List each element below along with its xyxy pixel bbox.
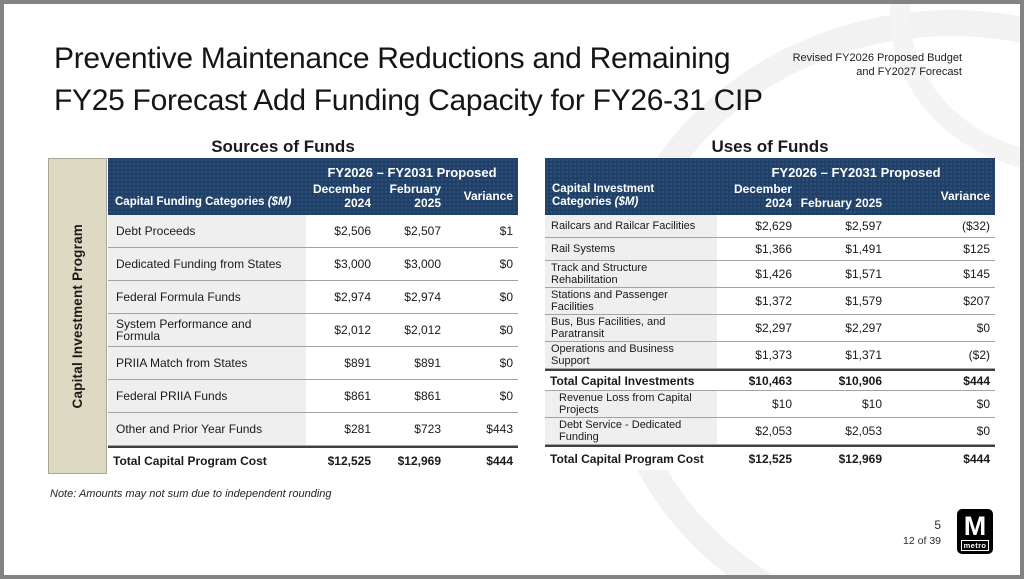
row-dec-value: $2,012: [334, 323, 371, 337]
row-dec-value: $861: [344, 389, 371, 403]
row-var-value: ($2): [968, 348, 990, 362]
rounding-footnote: Note: Amounts may not sum due to independent rounding: [50, 488, 332, 500]
row-feb-value: $2,974: [404, 290, 441, 304]
span-header: FY2026 – FY2031 Proposed: [327, 165, 497, 180]
row-dec-value: $2,629: [755, 219, 792, 233]
row-feb-value: $1,571: [845, 267, 882, 281]
row-category: Dedicated Funding from States: [108, 248, 306, 280]
column-header-february: February 2025: [800, 196, 882, 210]
row-feb-value: $2,012: [404, 323, 441, 337]
row-var-value: $0: [499, 290, 513, 304]
metro-logo-label: metro: [961, 540, 990, 551]
table-row: [108, 314, 518, 347]
page-title-line1: Preventive Maintenance Reductions and Remaining: [54, 42, 731, 75]
table-row: [545, 238, 995, 261]
row-var-value: $0: [976, 397, 990, 411]
row-var-value: $444: [963, 451, 990, 466]
row-var-value: $0: [976, 321, 990, 335]
row-feb-value: $1,371: [845, 348, 882, 362]
row-feb-value: $861: [414, 389, 441, 403]
category-column-header: Capital Funding Categories ($M): [115, 196, 292, 208]
row-dec-value: $2,053: [755, 424, 792, 438]
row-category: Revenue Loss from Capital Projects: [545, 391, 717, 417]
row-feb-value: $3,000: [404, 257, 441, 271]
row-var-value: $444: [963, 373, 990, 388]
row-feb-value: $2,053: [845, 424, 882, 438]
row-feb-value: $2,597: [845, 219, 882, 233]
table-row: [108, 413, 518, 446]
row-dec-value: $1,426: [755, 267, 792, 281]
table-row: [108, 281, 518, 314]
row-dec-value: $891: [344, 356, 371, 370]
row-feb-value: $1,579: [845, 294, 882, 308]
row-dec-value: $2,297: [755, 321, 792, 335]
page-indicator: [903, 518, 941, 547]
table-row: [545, 315, 995, 342]
row-var-value: $444: [486, 454, 513, 468]
row-category: Total Capital Investments: [545, 371, 717, 390]
column-header-variance: Variance: [940, 189, 990, 203]
row-category: Rail Systems: [545, 238, 717, 260]
table-row: [545, 261, 995, 288]
row-dec-value: $3,000: [334, 257, 371, 271]
row-var-value: $0: [976, 424, 990, 438]
row-category: Stations and Passenger Facilities: [545, 288, 717, 314]
row-category: Debt Service - Dedicated Funding: [545, 418, 717, 444]
row-category: PRIIA Match from States: [108, 347, 306, 379]
row-dec-value: $2,974: [334, 290, 371, 304]
sources-table-title: Sources of Funds: [211, 137, 355, 156]
row-feb-value: $2,297: [845, 321, 882, 335]
table-row: [108, 215, 518, 248]
row-dec-value: $1,366: [755, 242, 792, 256]
row-category: Total Capital Program Cost: [108, 448, 306, 474]
row-var-value: $0: [499, 356, 513, 370]
header-note: [793, 51, 962, 79]
table-row: [108, 380, 518, 413]
table-row: [545, 288, 995, 315]
row-var-value: $1: [499, 224, 513, 238]
row-dec-value: $2,506: [334, 224, 371, 238]
row-category: Bus, Bus Facilities, and Paratransit: [545, 315, 717, 341]
table-row: [545, 342, 995, 369]
total-row: [545, 445, 995, 470]
table-row: [545, 391, 995, 418]
row-feb-value: $10: [861, 397, 882, 411]
row-var-value: $443: [486, 422, 513, 436]
row-feb-value: $891: [414, 356, 441, 370]
column-header-variance: Variance: [463, 189, 513, 203]
row-var-value: $0: [499, 257, 513, 271]
header-note-line2: and FY2027 Forecast: [856, 66, 962, 78]
row-feb-value: $723: [414, 422, 441, 436]
page-title: [54, 38, 763, 122]
row-var-value: $0: [499, 323, 513, 337]
row-feb-value: $10,906: [838, 373, 882, 388]
row-dec-value: $1,372: [755, 294, 792, 308]
page-number: 5: [934, 518, 941, 532]
column-header-december: December 2024: [733, 182, 792, 210]
header-note-line1: Revised FY2026 Proposed Budget: [792, 52, 962, 64]
row-var-value: ($32): [961, 219, 990, 233]
row-category: Other and Prior Year Funds: [108, 413, 306, 445]
row-dec-value: $1,373: [755, 348, 792, 362]
row-category: System Performance and Formula: [108, 314, 306, 346]
page-title-line2: FY25 Forecast Add Funding Capacity for FY26-31 CIP: [54, 84, 763, 117]
row-dec-value: $12,525: [327, 454, 371, 468]
subtotal-row: [545, 369, 995, 391]
row-feb-value: $12,969: [397, 454, 441, 468]
category-column-header: Capital Investment Categories ($M): [552, 183, 655, 208]
table-row: [545, 215, 995, 238]
row-category: Total Capital Program Cost: [545, 447, 717, 470]
row-dec-value: $10: [771, 397, 792, 411]
row-feb-value: $2,507: [404, 224, 441, 238]
uses-table-header: [545, 158, 995, 215]
row-var-value: $145: [963, 267, 990, 281]
span-header: FY2026 – FY2031 Proposed: [771, 165, 941, 180]
column-header-february: February 2025: [389, 182, 441, 210]
uses-of-funds-table: [545, 158, 995, 470]
table-row: [108, 347, 518, 380]
row-var-value: $125: [963, 242, 990, 256]
sidebar-label: Capital Investment Program: [70, 223, 85, 409]
row-category: Federal PRIIA Funds: [108, 380, 306, 412]
row-feb-value: $12,969: [838, 451, 882, 466]
row-category: Debt Proceeds: [108, 215, 306, 247]
row-category: Railcars and Railcar Facilities: [545, 215, 717, 237]
sources-of-funds-table: [108, 158, 518, 474]
uses-table-title: Uses of Funds: [711, 137, 829, 156]
capital-investment-program-sidebar: [48, 158, 107, 474]
table-row: [545, 418, 995, 445]
table-row: [108, 248, 518, 281]
row-dec-value: $10,463: [748, 373, 792, 388]
sources-table-header: [108, 158, 518, 215]
row-var-value: $207: [963, 294, 990, 308]
total-row: [108, 446, 518, 474]
row-dec-value: $281: [344, 422, 371, 436]
column-header-december: December 2024: [312, 182, 371, 210]
row-var-value: $0: [499, 389, 513, 403]
row-dec-value: $12,525: [748, 451, 792, 466]
row-category: Federal Formula Funds: [108, 281, 306, 313]
row-category: Track and Structure Rehabilitation: [545, 261, 717, 287]
row-feb-value: $1,491: [845, 242, 882, 256]
metro-logo-icon: [957, 509, 993, 554]
slide-count: 12 of 39: [903, 535, 941, 547]
row-category: Operations and Business Support: [545, 342, 717, 368]
metro-logo-letter: M: [963, 511, 987, 541]
